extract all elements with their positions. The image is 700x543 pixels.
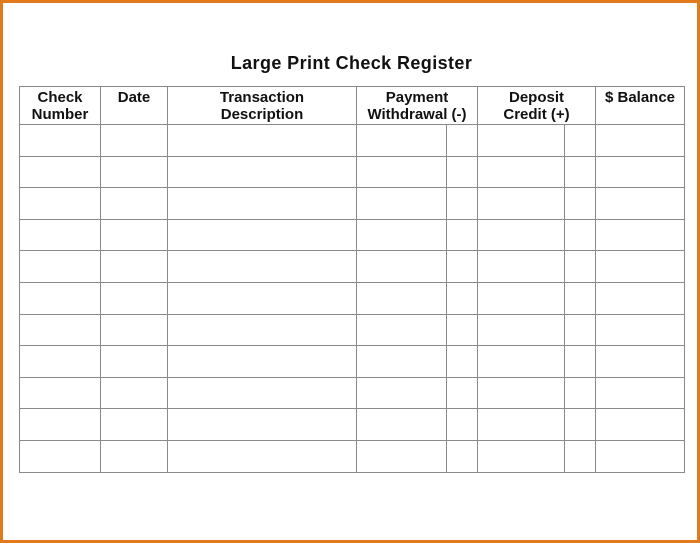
deposit-cents-cell	[565, 125, 596, 157]
withdrawal-cents-cell	[447, 125, 478, 157]
deposit-cents-cell	[565, 409, 596, 441]
deposit-cents-cell	[565, 156, 596, 188]
date-cell	[101, 440, 168, 472]
register-body	[20, 125, 685, 473]
column-header-line: Payment	[385, 89, 449, 106]
balance-cell	[596, 314, 685, 346]
check-number-cell	[20, 156, 101, 188]
description-cell	[168, 219, 357, 251]
deposit-cents-cell	[565, 188, 596, 220]
description-cell	[168, 282, 357, 314]
withdrawal-dollars-cell	[357, 440, 447, 472]
description-cell	[168, 314, 357, 346]
withdrawal-cents-cell	[447, 440, 478, 472]
date-cell	[101, 251, 168, 283]
description-cell	[168, 346, 357, 378]
withdrawal-dollars-cell	[357, 251, 447, 283]
withdrawal-cents-cell	[447, 409, 478, 441]
withdrawal-dollars-cell	[357, 282, 447, 314]
withdrawal-dollars-cell	[357, 219, 447, 251]
withdrawal-cents-cell	[447, 282, 478, 314]
balance-cell	[596, 346, 685, 378]
date-cell	[101, 314, 168, 346]
column-header-line: $ Balance	[604, 89, 676, 106]
check-number-cell	[20, 409, 101, 441]
register-row	[20, 346, 685, 378]
register-row	[20, 282, 685, 314]
withdrawal-cents-cell	[447, 188, 478, 220]
check-number-cell	[20, 125, 101, 157]
register-row	[20, 314, 685, 346]
column-header-transaction-description	[168, 87, 357, 125]
balance-cell	[596, 251, 685, 283]
register-row	[20, 440, 685, 472]
page-title: Large Print Check Register	[230, 53, 473, 73]
column-header-line: Number	[31, 106, 89, 123]
check-number-cell	[20, 314, 101, 346]
withdrawal-dollars-cell	[357, 314, 447, 346]
withdrawal-dollars-cell	[357, 409, 447, 441]
withdrawal-dollars-cell	[357, 188, 447, 220]
deposit-dollars-cell	[478, 219, 565, 251]
check-register-table	[19, 86, 685, 473]
deposit-dollars-cell	[478, 251, 565, 283]
column-header-line: Transaction	[219, 89, 305, 106]
check-number-cell	[20, 440, 101, 472]
balance-cell	[596, 440, 685, 472]
date-cell	[101, 188, 168, 220]
column-header-deposit-credit	[478, 87, 596, 125]
check-number-cell	[20, 251, 101, 283]
withdrawal-cents-cell	[447, 219, 478, 251]
column-header-line: Credit (+)	[503, 106, 570, 123]
withdrawal-cents-cell	[447, 156, 478, 188]
description-cell	[168, 125, 357, 157]
date-cell	[101, 125, 168, 157]
deposit-dollars-cell	[478, 409, 565, 441]
column-header-line: Date	[117, 89, 151, 106]
description-cell	[168, 188, 357, 220]
deposit-dollars-cell	[478, 314, 565, 346]
balance-cell	[596, 188, 685, 220]
withdrawal-dollars-cell	[357, 377, 447, 409]
date-cell	[101, 377, 168, 409]
withdrawal-dollars-cell	[357, 346, 447, 378]
deposit-cents-cell	[565, 314, 596, 346]
check-number-cell	[20, 346, 101, 378]
deposit-cents-cell	[565, 251, 596, 283]
withdrawal-cents-cell	[447, 377, 478, 409]
withdrawal-cents-cell	[447, 251, 478, 283]
date-cell	[101, 409, 168, 441]
deposit-cents-cell	[565, 219, 596, 251]
balance-cell	[596, 125, 685, 157]
deposit-dollars-cell	[478, 156, 565, 188]
balance-cell	[596, 156, 685, 188]
balance-cell	[596, 377, 685, 409]
check-number-cell	[20, 219, 101, 251]
deposit-dollars-cell	[478, 377, 565, 409]
register-row	[20, 251, 685, 283]
withdrawal-dollars-cell	[357, 156, 447, 188]
register-row	[20, 125, 685, 157]
deposit-cents-cell	[565, 440, 596, 472]
column-header-line: Check	[37, 89, 83, 106]
column-header-check-number	[20, 87, 101, 125]
column-header-date	[101, 87, 168, 125]
register-row	[20, 219, 685, 251]
deposit-dollars-cell	[478, 346, 565, 378]
deposit-dollars-cell	[478, 188, 565, 220]
deposit-cents-cell	[565, 377, 596, 409]
description-cell	[168, 409, 357, 441]
check-number-cell	[20, 282, 101, 314]
date-cell	[101, 282, 168, 314]
withdrawal-cents-cell	[447, 314, 478, 346]
balance-cell	[596, 282, 685, 314]
description-cell	[168, 251, 357, 283]
deposit-cents-cell	[565, 282, 596, 314]
column-header-line: Withdrawal (-)	[367, 106, 467, 123]
deposit-cents-cell	[565, 346, 596, 378]
date-cell	[101, 219, 168, 251]
column-header-payment-withdrawal	[357, 87, 478, 125]
register-row	[20, 377, 685, 409]
header-row	[20, 87, 685, 125]
column-header-line: Description	[220, 106, 304, 123]
deposit-dollars-cell	[478, 282, 565, 314]
description-cell	[168, 156, 357, 188]
register-row	[20, 409, 685, 441]
balance-cell	[596, 409, 685, 441]
deposit-dollars-cell	[478, 125, 565, 157]
column-header-balance	[596, 87, 685, 125]
description-cell	[168, 440, 357, 472]
date-cell	[101, 156, 168, 188]
balance-cell	[596, 219, 685, 251]
check-number-cell	[20, 188, 101, 220]
check-number-cell	[20, 377, 101, 409]
column-header-line: Deposit	[509, 89, 565, 106]
description-cell	[168, 377, 357, 409]
date-cell	[101, 346, 168, 378]
withdrawal-cents-cell	[447, 346, 478, 378]
withdrawal-dollars-cell	[357, 125, 447, 157]
register-row	[20, 156, 685, 188]
deposit-dollars-cell	[478, 440, 565, 472]
register-row	[20, 188, 685, 220]
